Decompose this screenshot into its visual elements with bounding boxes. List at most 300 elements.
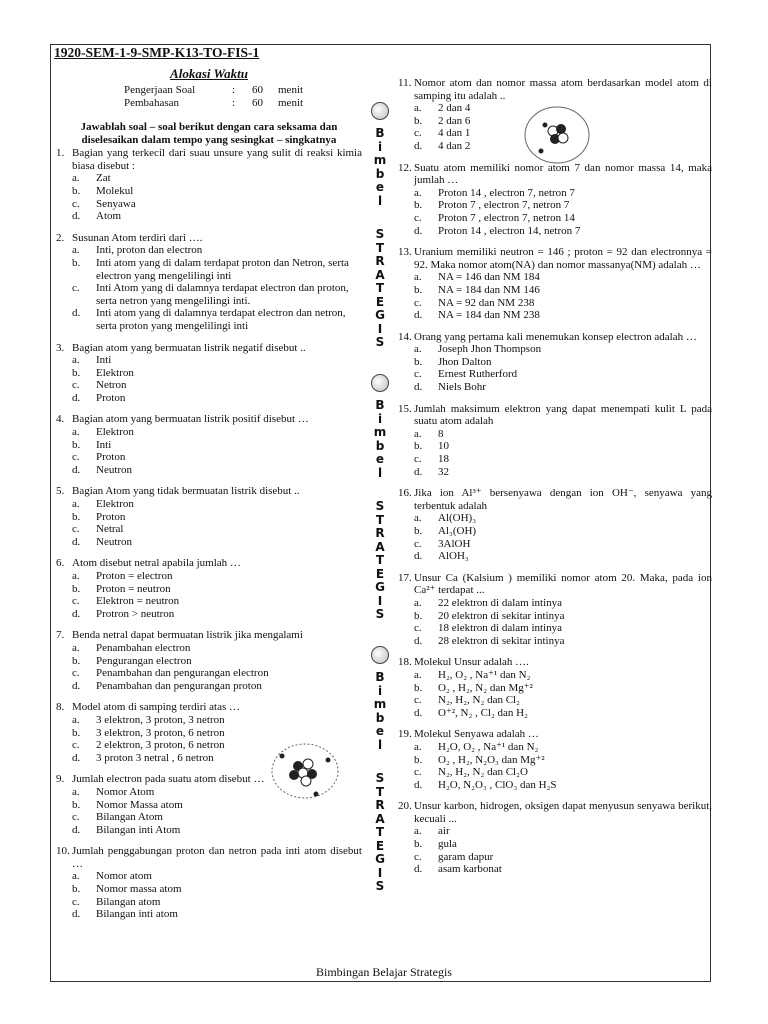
option-letter: a. (414, 512, 422, 525)
option-letter: c. (414, 127, 422, 140)
option-text: 4 dan 2 (438, 139, 471, 152)
question-text: Benda netral dapat bermuatan listrik jika mengalami (72, 629, 303, 642)
sidebar-letter: R (375, 798, 385, 812)
option-letter: a. (72, 870, 80, 883)
question-stem (56, 485, 362, 498)
option-text: Nomor atom (96, 870, 152, 883)
option-letter: a. (414, 825, 422, 838)
option-letter: c. (72, 739, 80, 752)
question-stem (56, 845, 362, 870)
answer-option (56, 896, 362, 909)
answer-option (56, 570, 362, 583)
allocation-row (124, 97, 303, 110)
option-text: Elektron = neutron (96, 595, 180, 608)
sidebar-letter: A (375, 267, 385, 282)
sidebar-letter: e (375, 724, 385, 738)
option-letter: d. (72, 823, 81, 836)
option-text: gula (438, 838, 457, 851)
option-text: O₂ , H₂, N₂O₃ dan Mg⁺² (438, 753, 545, 766)
answer-option (56, 210, 362, 223)
question-number: 2. (56, 231, 65, 244)
option-text: 2 dan 4 (438, 102, 471, 115)
option-text: 10 (438, 440, 449, 453)
question-block (398, 728, 712, 791)
question-stem (56, 147, 362, 172)
option-letter: c. (72, 379, 80, 392)
smiley-icon (371, 102, 389, 120)
option-text: Proton 14 , electron 7, netron 7 (438, 186, 575, 199)
sidebar-letter: m (373, 153, 387, 167)
option-letter: c. (72, 197, 80, 210)
question-number: 6. (56, 557, 65, 570)
answer-option (56, 680, 362, 693)
option-letter: d. (72, 751, 81, 764)
option-text: AlOH₃ (438, 550, 469, 563)
question-text: Bagian Atom yang tidak bermuatan listrik disebut .. (72, 485, 300, 498)
option-letter: c. (72, 523, 80, 536)
answer-option (398, 381, 712, 394)
question-number: 4. (56, 413, 65, 426)
sidebar-letter: T (375, 281, 385, 295)
option-letter: c. (414, 537, 422, 550)
answer-option (56, 667, 362, 680)
answer-option (398, 863, 712, 876)
option-letter: c. (414, 453, 422, 466)
answer-option (56, 908, 362, 921)
question-block (398, 162, 712, 238)
alloc-value: 60 (252, 96, 263, 109)
sidebar-letter: e (375, 180, 385, 194)
answer-option (56, 257, 362, 282)
option-letter: c. (414, 211, 422, 224)
option-letter: d. (414, 778, 423, 791)
sidebar-letter: R (375, 254, 385, 268)
answer-option (398, 754, 712, 767)
option-letter: b. (414, 199, 423, 212)
question-block (56, 629, 362, 692)
sidebar-letter: B (375, 670, 385, 684)
option-letter: a. (72, 354, 80, 367)
option-text: 18 (438, 453, 449, 466)
footer-text: Bimbingan Belajar Strategis (316, 965, 452, 979)
answer-option (56, 392, 362, 405)
question-block (56, 557, 362, 620)
sidebar-letter: S (375, 607, 385, 621)
option-letter: a. (414, 343, 422, 356)
sidebar-letter: T (375, 512, 385, 527)
option-text: 2 elektron, 3 proton, 6 netron (96, 739, 225, 752)
allocation-row (124, 84, 303, 97)
option-text: Neutron (96, 463, 133, 476)
sidebar-letter: l (377, 737, 383, 752)
option-letter: a. (414, 668, 422, 681)
question-stem (398, 331, 712, 344)
option-text: Proton = electron (96, 570, 173, 582)
answer-option (398, 550, 712, 563)
answer-option (398, 187, 712, 200)
sidebar-letter: e (375, 452, 385, 466)
question-text: Molekul Senyawa adalah … (414, 728, 539, 741)
sidebar-letter: l (377, 465, 383, 480)
sidebar-letter: i (377, 139, 383, 154)
sidebar-letter: E (375, 294, 385, 309)
question-text: Orang yang pertama kali menemukan konsep electron adalah … (414, 330, 697, 343)
answer-option (398, 694, 712, 707)
sidebar-letter: i (377, 411, 383, 426)
sidebar-letter: S (375, 771, 385, 785)
option-text: Atom (96, 210, 122, 223)
option-text: 3 elektron, 3 proton, 6 netron (96, 726, 225, 739)
option-letter: d. (72, 607, 81, 620)
sidebar-strategis (364, 102, 396, 962)
answer-option (398, 466, 712, 479)
option-text: Nomor massa atom (96, 883, 182, 896)
question-stem (56, 629, 362, 642)
sidebar-letter: T (375, 825, 385, 839)
sidebar-letter: b (375, 438, 385, 453)
question-text: Jumlah electron pada suatu atom disebut … (72, 773, 265, 786)
question-stem (398, 246, 712, 271)
answer-option (56, 282, 362, 307)
option-text: NA = 184 dan NM 238 (438, 309, 540, 322)
answer-option (398, 838, 712, 851)
option-letter: a. (72, 498, 80, 511)
option-text: Niels Bohr (438, 381, 486, 394)
option-text: NA = 184 dan NM 146 (438, 283, 540, 296)
answer-option (56, 811, 362, 824)
option-letter: a. (414, 271, 422, 284)
alloc-value: 60 (252, 84, 263, 96)
option-letter: b. (414, 525, 423, 537)
question-text: Unsur karbon, hidrogen, oksigen dapat menyusun senyawa berikut, kecuali ... (414, 800, 712, 825)
option-letter: d. (72, 391, 81, 404)
answer-option (398, 368, 712, 381)
sidebar-letter: E (375, 566, 385, 581)
option-letter: c. (72, 282, 80, 295)
option-text: air (438, 825, 450, 838)
option-text: Bilangan inti Atom (96, 823, 181, 836)
question-block (398, 403, 712, 479)
sidebar-letter: A (375, 539, 385, 554)
question-block (398, 800, 712, 876)
question-number: 15. (398, 402, 412, 415)
option-letter: d. (414, 309, 423, 322)
question-number: 11. (398, 77, 412, 89)
answer-option (56, 439, 362, 452)
sidebar-letter: T (375, 553, 385, 567)
option-letter: d. (414, 634, 423, 647)
question-number: 19. (398, 728, 412, 741)
option-letter: d. (72, 908, 81, 921)
option-text: asam karbonat (438, 863, 502, 876)
option-letter: d. (72, 535, 81, 548)
question-stem (398, 656, 712, 669)
answer-option (398, 707, 712, 720)
option-text: Inti, proton dan electron (96, 244, 203, 257)
question-list-right (398, 77, 712, 876)
answer-option (398, 610, 712, 623)
answer-option (56, 642, 362, 655)
answer-option (56, 870, 362, 883)
option-letter: b. (414, 355, 423, 368)
option-text: H₂O, N₂O₃ , ClO₃ dan H₂S (438, 778, 557, 791)
option-text: 3AlOH (438, 537, 471, 550)
answer-option (398, 682, 712, 695)
option-text: 28 elektron di sekitar intinya (438, 634, 565, 647)
option-text: Proton (96, 391, 126, 404)
answer-option (398, 741, 712, 754)
answer-option (56, 185, 362, 198)
option-letter: d. (414, 465, 423, 478)
option-letter: a. (414, 102, 422, 115)
option-text: O₂ , H₂, N₂ dan Mg⁺² (438, 681, 533, 694)
answer-option (398, 212, 712, 225)
option-text: Penambahan electron (96, 641, 191, 654)
option-text: 8 (438, 427, 444, 440)
alloc-unit: menit (278, 84, 304, 96)
question-number: 10. (56, 845, 70, 858)
option-text: Pengurangan electron (96, 654, 192, 667)
question-stem (56, 232, 362, 245)
question-block (56, 147, 362, 223)
question-stem (56, 342, 362, 355)
answer-option (56, 511, 362, 524)
option-text: Elektron (96, 366, 134, 379)
option-letter: d. (72, 679, 81, 692)
sidebar-letter: S (375, 879, 385, 893)
question-number: 14. (398, 330, 412, 343)
option-letter: c. (414, 296, 422, 309)
option-letter: b. (414, 440, 423, 453)
question-block (398, 487, 712, 563)
option-letter: c. (414, 850, 422, 863)
instruction: Jawablah soal – soal berikut dengan cara seksama dan diselesaikan dalam tempo yang sesingkat – singkatnya (80, 121, 338, 147)
question-stem (398, 800, 712, 825)
option-text: H₂, O₂ , Na⁺¹ dan N₂ (438, 668, 531, 681)
sidebar-letter: G (375, 580, 385, 594)
option-letter: b. (414, 114, 423, 127)
question-text: Suatu atom memiliki nomor atom 7 dan nomor massa 14, maka jumlah … (414, 161, 712, 187)
option-letter: c. (414, 694, 422, 707)
answer-option (398, 199, 712, 212)
option-text: 20 elektron di sekitar intinya (438, 609, 565, 622)
answer-option (398, 440, 712, 453)
answer-option (398, 766, 712, 779)
option-letter: d. (414, 550, 423, 563)
question-block (398, 246, 712, 322)
answer-option (56, 367, 362, 380)
question-text: Bagian yang terkecil dari suau unsure yang sulit di reaksi kimia biasa disebut : (72, 147, 362, 172)
allocation-title: Alokasi Waktu (170, 66, 248, 81)
question-list-left (56, 147, 362, 921)
sidebar-letter: m (373, 425, 387, 439)
answer-option (398, 356, 712, 369)
option-text: Bilangan atom (96, 895, 161, 908)
option-text: Proton = neutron (96, 582, 171, 595)
question-text: Model atom di samping terdiri atas … (72, 701, 241, 714)
sidebar-letter: S (375, 335, 385, 349)
sidebar-letter: b (375, 166, 385, 181)
option-letter: b. (72, 366, 81, 379)
answer-option (398, 851, 712, 864)
question-block (56, 232, 362, 333)
question-block (56, 845, 362, 921)
sidebar-letter: E (375, 838, 385, 853)
option-text: garam dapur (438, 850, 494, 863)
question-text: Atom disebut netral apabila jumlah … (72, 557, 241, 570)
question-stem (398, 162, 712, 187)
option-text: N₂, H₂, N₂ dan Cl₂ (438, 694, 520, 707)
answer-option (56, 498, 362, 511)
option-letter: b. (414, 681, 423, 694)
option-text: NA = 146 dan NM 184 (438, 271, 540, 284)
question-stem (56, 413, 362, 426)
question-block (56, 485, 362, 548)
atom-model-image-11 (523, 105, 591, 165)
question-text: Susunan Atom terdiri dari …. (72, 231, 203, 244)
option-letter: b. (72, 582, 81, 595)
option-letter: c. (72, 595, 80, 608)
alloc-sep: : (232, 96, 236, 109)
question-block (56, 342, 362, 405)
option-letter: b. (414, 283, 423, 296)
question-block (56, 413, 362, 476)
option-text: N₂, H₂, N₂ dan Cl₂O (438, 766, 528, 779)
option-text: Inti atom yang di dalam terdapat proton dan Netron, serta electron yang mengelilingi inti (96, 256, 349, 282)
question-number: 18. (398, 656, 412, 669)
option-letter: a. (72, 641, 80, 654)
question-number: 20. (398, 800, 412, 813)
option-text: Proton (96, 510, 126, 523)
answer-option (56, 244, 362, 257)
option-letter: b. (72, 184, 81, 197)
option-letter: a. (72, 426, 80, 439)
option-text: 3 elektron, 3 proton, 3 netron (96, 713, 225, 726)
option-text: Al(OH)₃ (438, 512, 477, 525)
question-stem (398, 77, 712, 102)
answer-option (56, 883, 362, 896)
sidebar-letter: B (375, 126, 385, 140)
question-stem (398, 487, 712, 512)
question-number: 1. (56, 147, 65, 160)
question-text: Unsur Ca (Kalsium ) memiliki nomor atom 20. Maka, pada ion Ca²⁺ terdapat ... (414, 571, 712, 597)
option-text: Inti (96, 438, 112, 451)
answer-option (398, 428, 712, 441)
option-text: Ernest Rutherford (438, 368, 518, 381)
option-letter: a. (414, 427, 422, 440)
answer-option (398, 453, 712, 466)
option-letter: a. (72, 713, 80, 726)
question-number: 17. (398, 571, 412, 584)
question-number: 7. (56, 629, 65, 642)
answer-option (56, 714, 362, 727)
option-text: Al₃(OH) (438, 525, 477, 537)
option-letter: a. (414, 186, 422, 199)
option-text: Inti (96, 354, 112, 367)
answer-option (56, 536, 362, 549)
option-text: Jhon Dalton (438, 355, 492, 368)
option-letter: b. (72, 726, 81, 739)
option-text: Proton 14 , electron 14, netron 7 (438, 224, 581, 237)
sidebar-letter: l (377, 193, 383, 208)
option-text: 18 elektron di dalam intinya (438, 622, 563, 635)
option-text: Zat (96, 172, 111, 185)
option-text: Inti Atom yang di dalamnya terdapat electron dan proton, serta netron yang mengelilingi inti. (96, 282, 349, 307)
question-number: 13. (398, 246, 412, 259)
question-number: 16. (398, 487, 412, 500)
answer-option (398, 284, 712, 297)
option-text: Elektron (96, 498, 134, 511)
answer-option (56, 464, 362, 477)
answer-option (398, 635, 712, 648)
sidebar-letter: G (375, 308, 385, 322)
option-text: NA = 92 dan NM 238 (438, 296, 535, 309)
question-stem (56, 557, 362, 570)
answer-option (398, 512, 712, 525)
sidebar-letter: I (377, 593, 383, 608)
option-letter: b. (72, 510, 81, 523)
option-letter: d. (414, 139, 423, 152)
sidebar-letter: T (375, 784, 385, 799)
answer-option (398, 343, 712, 356)
answer-option (398, 779, 712, 792)
answer-option (398, 225, 712, 238)
question-text: Jumlah penggabungan proton dan netron pada inti atom disebut … (72, 845, 362, 870)
option-letter: b. (414, 609, 423, 622)
answer-option (56, 799, 362, 812)
option-text: Proton 7 , electron 7, netron 7 (438, 199, 570, 212)
option-text: Neutron (96, 535, 133, 548)
allocation-table (124, 84, 303, 109)
sidebar-letter: i (377, 683, 383, 698)
alloc-label: Pembahasan (124, 96, 179, 109)
answer-option (56, 307, 362, 332)
option-text: 22 elektron di dalam intinya (438, 596, 563, 609)
option-letter: c. (72, 811, 80, 824)
option-letter: c. (414, 368, 422, 381)
question-block (398, 572, 712, 648)
option-text: Joseph Jhon Thompson (438, 343, 542, 356)
answer-option (398, 271, 712, 284)
option-text: 2 dan 6 (438, 114, 471, 127)
option-letter: a. (72, 172, 80, 185)
answer-option (398, 597, 712, 610)
answer-option (56, 824, 362, 837)
question-text: Molekul Unsur adalah …. (414, 656, 529, 669)
option-letter: c. (414, 766, 422, 779)
answer-option (56, 426, 362, 439)
answer-option (56, 451, 362, 464)
question-number: 8. (56, 701, 65, 714)
option-text: Netral (96, 523, 124, 536)
option-text: Proton (96, 451, 126, 464)
option-letter: a. (72, 244, 80, 257)
option-letter: b. (72, 256, 81, 269)
answer-option (398, 669, 712, 682)
sidebar-letter: T (375, 240, 385, 255)
answer-option (56, 354, 362, 367)
sidebar-letter: B (375, 398, 385, 412)
question-stem (56, 701, 362, 714)
option-letter: d. (414, 224, 423, 237)
option-letter: c. (72, 667, 80, 680)
answer-option (398, 525, 712, 538)
sidebar-letter: I (377, 321, 383, 336)
question-stem (398, 572, 712, 597)
option-letter: c. (72, 451, 80, 464)
option-text: Bilangan Atom (96, 811, 163, 824)
atom-model-image-8 (270, 742, 340, 800)
